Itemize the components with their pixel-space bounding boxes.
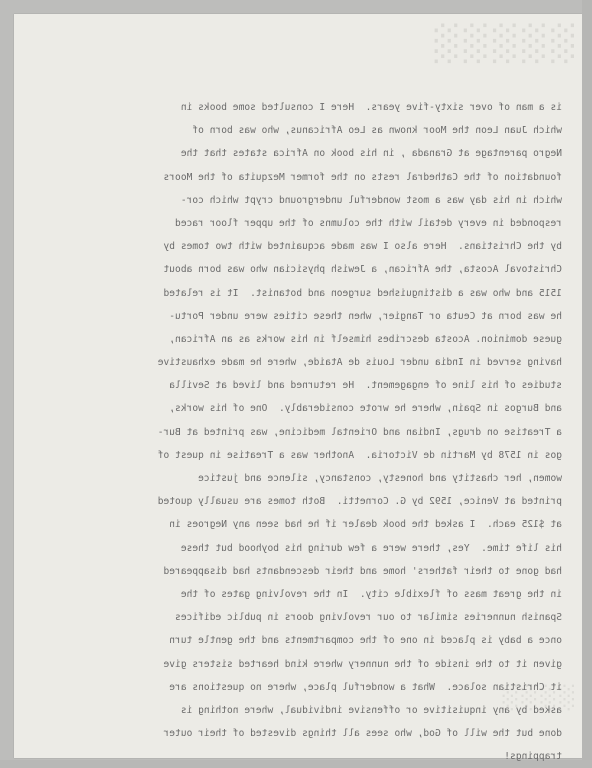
mirrored-typewritten-text [34, 96, 562, 768]
text-line: given it to the inside of the nunnery where kind hearted sisters give [163, 658, 562, 670]
text-line: his life time. Yes, there were a few during his boyhood but these [180, 542, 562, 554]
text-line: Spanish nunneries similar to our revolving doors in public edifices [175, 612, 562, 624]
text-line: printed at Venice, 1592 by G. Cornetti. Both tomes are usually quoted [157, 496, 562, 508]
text-line: guese dominion. Acosta describes himself in his works as an African, [169, 333, 562, 345]
text-line: asked by any inquisitive or offensive individual, where nothing is [180, 704, 562, 716]
scan-edge [582, 0, 592, 760]
text-line: a Treatise on drugs, Indian and Oriental medicine, was printed at Bur- [157, 426, 562, 438]
bleed-through-heading: ░░░░░ [428, 24, 574, 64]
text-line: Negro parentage at Granada , in his book on Africa states that the [180, 148, 562, 160]
text-line: had gone to their fathers' home and their descendants had disappeared [163, 565, 562, 577]
text-line: foundation of the Cathedral rests on the former Mezquita of the Moors [163, 171, 562, 183]
text-line: and Burgos in Spain, where he wrote considerably. One of his works, [169, 403, 562, 415]
text-line: having served in India under Louis de Ataide, where he made exhaustive [157, 357, 562, 369]
text-line: trappings! [504, 751, 562, 763]
text-line: it Christian solace. What a wonderful place, where no questions are [169, 681, 562, 693]
text-line: he was born at Ceuta or Tangier, when these cities were under Portu- [169, 310, 562, 322]
text-line: 1515 and who was a distinguished surgeon and botanist. It is related [163, 287, 562, 299]
text-line: at $125 each. I asked the book dealer if he had seen any Negroes in [169, 519, 562, 531]
bleed-through-footer: ░░░░ [498, 686, 574, 711]
text-line: responded in every detail with the columns of the upper floor raced [175, 217, 562, 229]
text-line: by the Christians. Here also I was made acquainted with two tomes by [163, 241, 562, 253]
document-sheet [14, 14, 582, 763]
text-line: in the great mass of flexible city. In the revolving gates of the [180, 588, 562, 600]
text-line: once a baby is placed in one of the compartments and the gentle turn [169, 635, 562, 647]
text-line: which in his day was a most wonderful underground crypt which cor- [180, 194, 562, 206]
text-line: which Juan Leon the Moor known as Leo Africanus, who was born of [192, 125, 562, 137]
text-line: studies of his line of engagement. He returned and lived at Sevilla [169, 380, 562, 392]
text-line: women, her chastity and honesty, constancy, silence and justice [198, 473, 562, 484]
text-line: gos in 1578 by Martin de Victoria. Another was a Treatise in quest of [157, 449, 562, 461]
text-line: Christoval Acosta, the African, a Jewish physician who was born about [163, 264, 562, 276]
text-line: done but the will of God, who sees all things divested of their outer [163, 728, 562, 740]
text-line: is a man of over sixty-five years. Here I consulted some books in [180, 102, 562, 113]
